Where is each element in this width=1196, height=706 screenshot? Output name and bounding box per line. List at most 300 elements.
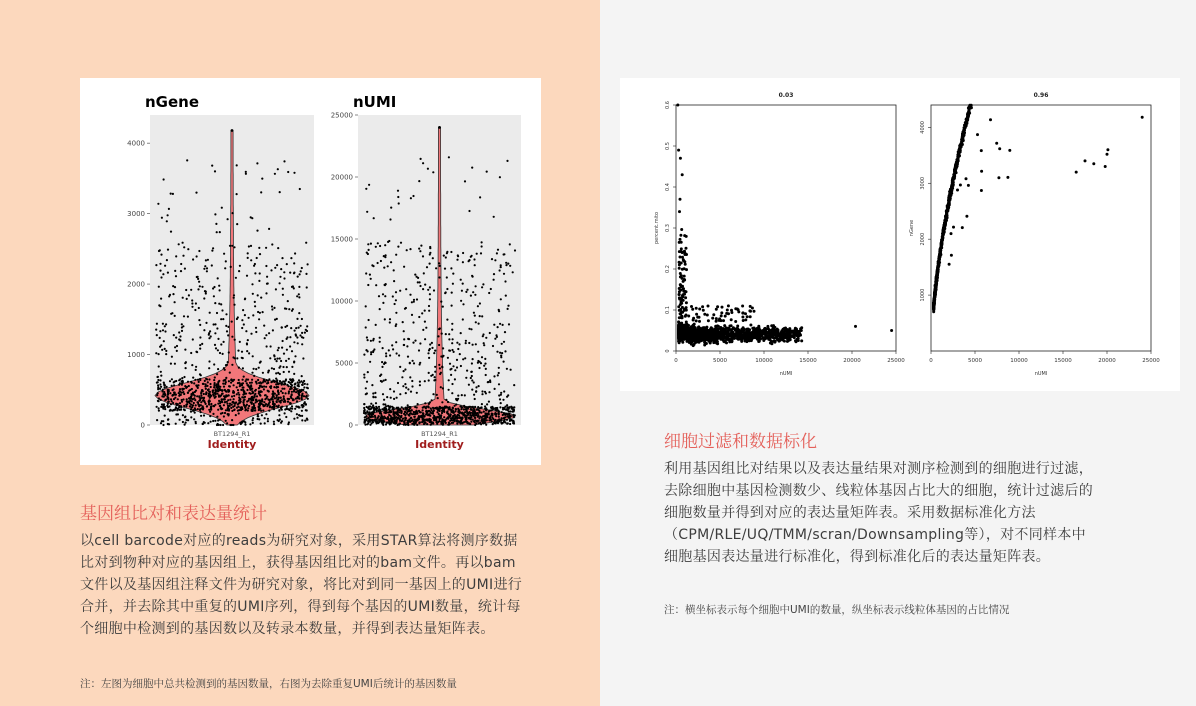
data-point	[298, 312, 300, 314]
data-point	[383, 407, 385, 409]
data-point	[307, 263, 309, 265]
data-point	[280, 397, 282, 399]
data-point	[453, 351, 455, 353]
data-point	[367, 350, 369, 352]
data-point	[297, 276, 299, 278]
data-point	[372, 419, 374, 421]
data-point	[306, 286, 308, 288]
data-point	[435, 421, 437, 423]
data-point	[451, 323, 453, 325]
data-point	[273, 423, 275, 425]
data-point	[677, 149, 680, 152]
data-point	[261, 401, 263, 403]
data-point	[441, 420, 443, 422]
data-point	[279, 191, 281, 193]
data-point	[307, 387, 309, 389]
data-point	[260, 410, 262, 412]
data-point	[434, 366, 436, 368]
data-point	[407, 388, 409, 390]
data-point	[481, 403, 483, 405]
data-point	[376, 410, 378, 412]
data-point	[291, 366, 293, 368]
data-point	[209, 312, 211, 314]
data-point	[157, 381, 159, 383]
data-point	[417, 403, 419, 405]
data-point	[509, 423, 511, 425]
data-point	[306, 418, 308, 420]
data-point	[157, 400, 159, 402]
data-point	[751, 307, 754, 310]
data-point	[225, 325, 227, 327]
data-point	[283, 160, 285, 162]
data-point	[291, 405, 293, 407]
data-point	[294, 330, 296, 332]
data-point	[181, 384, 183, 386]
data-point	[227, 218, 229, 220]
data-point	[202, 423, 204, 425]
data-point	[210, 405, 212, 407]
data-point	[219, 388, 221, 390]
data-point	[241, 383, 243, 385]
data-point	[485, 374, 487, 376]
data-point	[280, 360, 282, 362]
data-point	[401, 376, 403, 378]
data-point	[191, 364, 193, 366]
data-point	[276, 318, 278, 320]
data-point	[288, 421, 290, 423]
data-point	[223, 253, 225, 255]
data-point	[190, 289, 192, 291]
data-point	[370, 351, 372, 353]
violin-figure	[80, 78, 541, 465]
data-point	[445, 399, 447, 401]
data-point	[301, 375, 303, 377]
data-point	[786, 340, 789, 343]
data-point	[283, 395, 285, 397]
data-point	[285, 380, 287, 382]
data-point	[455, 403, 457, 405]
data-point	[221, 398, 223, 400]
data-point	[284, 307, 286, 309]
data-point	[233, 379, 235, 381]
data-point	[226, 403, 228, 405]
data-point	[460, 405, 462, 407]
data-point	[205, 392, 207, 394]
data-point	[482, 335, 484, 337]
data-point	[301, 343, 303, 345]
data-point	[473, 394, 475, 396]
violin-plots	[80, 78, 541, 465]
data-point	[273, 392, 275, 394]
data-point	[268, 404, 270, 406]
data-point	[500, 392, 502, 394]
data-point	[365, 387, 367, 389]
data-point	[225, 420, 227, 422]
data-point	[269, 401, 271, 403]
data-point	[450, 374, 452, 376]
data-point	[368, 408, 370, 410]
data-point	[179, 388, 181, 390]
data-point	[439, 373, 441, 375]
data-point	[780, 331, 783, 334]
data-point	[413, 299, 415, 301]
data-point	[271, 308, 273, 310]
data-point	[233, 384, 235, 386]
data-point	[213, 323, 215, 325]
data-point	[413, 421, 415, 423]
data-point	[466, 406, 468, 408]
data-point	[416, 424, 418, 426]
data-point	[449, 413, 451, 415]
data-point	[297, 406, 299, 408]
data-point	[195, 366, 197, 368]
data-point	[270, 345, 272, 347]
data-point	[245, 173, 247, 175]
data-point	[279, 357, 281, 359]
data-point	[190, 408, 192, 410]
data-point	[216, 383, 218, 385]
data-point	[444, 292, 446, 294]
data-point	[368, 184, 370, 186]
data-point	[505, 262, 507, 264]
data-point	[748, 328, 751, 331]
data-point	[478, 367, 480, 369]
data-point	[283, 371, 285, 373]
data-point	[441, 366, 443, 368]
data-point	[465, 291, 467, 293]
data-point	[179, 419, 181, 421]
data-point	[218, 386, 220, 388]
data-point	[452, 416, 454, 418]
data-point	[213, 384, 215, 386]
data-point	[445, 422, 447, 424]
data-point	[422, 255, 424, 257]
data-point	[257, 294, 259, 296]
data-point	[481, 356, 483, 358]
data-point	[224, 267, 226, 269]
data-point	[299, 273, 301, 275]
data-point	[466, 370, 468, 372]
data-point	[479, 411, 481, 413]
data-point	[456, 420, 458, 422]
data-point	[684, 252, 687, 255]
data-point	[465, 377, 467, 379]
data-point	[181, 380, 183, 382]
data-point	[507, 413, 509, 415]
data-point	[156, 323, 158, 325]
data-point	[200, 401, 202, 403]
data-point	[301, 415, 303, 417]
data-point	[219, 419, 221, 421]
data-point	[479, 407, 481, 409]
data-point	[171, 356, 173, 358]
data-point	[289, 378, 291, 380]
data-point	[422, 419, 424, 421]
data-point	[305, 242, 307, 244]
data-point	[214, 420, 216, 422]
data-point	[217, 409, 219, 411]
data-point	[236, 193, 238, 195]
scatter-figure	[620, 78, 1180, 391]
data-point	[430, 419, 432, 421]
data-point	[159, 346, 161, 348]
data-point	[298, 379, 300, 381]
data-point	[259, 403, 261, 405]
x-axis-label: nUMI	[1034, 371, 1048, 377]
data-point	[301, 267, 303, 269]
data-point	[172, 389, 174, 391]
data-point	[385, 352, 387, 354]
y-tick-label: 2000	[920, 232, 926, 246]
data-point	[238, 367, 240, 369]
data-point	[288, 308, 290, 310]
data-point	[711, 317, 714, 320]
data-point	[222, 318, 224, 320]
data-point	[159, 263, 161, 265]
data-point	[678, 290, 681, 293]
data-point	[251, 401, 253, 403]
data-point	[682, 280, 685, 283]
data-point	[165, 323, 167, 325]
data-point	[166, 396, 168, 398]
data-point	[481, 315, 483, 317]
data-point	[381, 366, 383, 368]
data-point	[448, 338, 450, 340]
data-point	[432, 411, 434, 413]
data-point	[173, 381, 175, 383]
data-point	[394, 417, 396, 419]
data-point	[749, 315, 752, 318]
data-point	[468, 328, 470, 330]
data-point	[178, 395, 180, 397]
data-point	[475, 343, 477, 345]
data-point	[177, 403, 179, 405]
data-point	[305, 403, 307, 405]
data-point	[716, 305, 719, 308]
data-point	[471, 375, 473, 377]
data-point	[265, 265, 267, 267]
data-point	[405, 409, 407, 411]
data-point	[436, 407, 438, 409]
data-point	[179, 335, 181, 337]
data-point	[231, 321, 233, 323]
data-point	[272, 329, 274, 331]
data-point	[440, 355, 442, 357]
data-point	[273, 355, 275, 357]
data-point	[410, 412, 412, 414]
data-point	[449, 368, 451, 370]
data-point	[382, 293, 384, 295]
data-point	[192, 377, 194, 379]
data-point	[181, 330, 183, 332]
data-point	[424, 422, 426, 424]
x-tick-label: 20000	[1098, 358, 1116, 364]
data-point	[369, 361, 371, 363]
data-point	[298, 414, 300, 416]
data-point	[236, 164, 238, 166]
data-point	[417, 417, 419, 419]
data-point	[498, 367, 500, 369]
data-point	[513, 406, 515, 408]
data-point	[788, 333, 791, 336]
data-point	[475, 321, 477, 323]
data-point	[210, 335, 212, 337]
y-tick-label: 1000	[127, 351, 145, 360]
data-point	[155, 264, 157, 266]
data-point	[398, 354, 400, 356]
data-point	[380, 417, 382, 419]
data-point	[683, 338, 686, 341]
chart-title: 0.96	[1033, 92, 1049, 99]
data-point	[375, 246, 377, 248]
data-point	[246, 343, 248, 345]
data-point	[706, 314, 709, 317]
data-point	[246, 275, 248, 277]
data-point	[399, 366, 401, 368]
data-point	[695, 319, 698, 322]
data-point	[685, 314, 688, 317]
data-point	[471, 362, 473, 364]
data-point	[211, 250, 213, 252]
data-point	[457, 398, 459, 400]
data-point	[366, 381, 368, 383]
data-point	[156, 419, 158, 421]
data-point	[194, 309, 196, 311]
data-point	[255, 327, 257, 329]
data-point	[253, 405, 255, 407]
data-point	[175, 380, 177, 382]
data-point	[242, 367, 244, 369]
data-point	[375, 420, 377, 422]
data-point	[160, 254, 162, 256]
data-point	[509, 414, 511, 416]
data-point	[377, 262, 379, 264]
data-point	[284, 412, 286, 414]
data-point	[231, 419, 233, 421]
data-point	[190, 411, 192, 413]
data-point	[467, 412, 469, 414]
data-point	[172, 293, 174, 295]
data-point	[501, 417, 503, 419]
data-point	[403, 370, 405, 372]
data-point	[240, 407, 242, 409]
data-point	[737, 308, 740, 311]
data-point	[228, 385, 230, 387]
data-point	[457, 255, 459, 257]
data-point	[719, 327, 722, 330]
data-point	[162, 408, 164, 410]
data-point	[184, 349, 186, 351]
data-point	[429, 247, 431, 249]
data-point	[445, 333, 447, 335]
data-point	[388, 419, 390, 421]
data-point	[242, 357, 244, 359]
data-point	[174, 270, 176, 272]
data-point	[193, 397, 195, 399]
y-tick-label: 0.3	[665, 224, 671, 232]
data-point	[294, 383, 296, 385]
left-section-title: 基因组比对和表达量统计	[80, 504, 267, 524]
data-point	[438, 328, 440, 330]
data-point	[491, 413, 493, 415]
data-point	[199, 348, 201, 350]
data-point	[228, 380, 230, 382]
data-point	[174, 315, 176, 317]
data-point	[762, 332, 765, 335]
data-point	[465, 409, 467, 411]
data-point	[162, 393, 164, 395]
data-point	[470, 371, 472, 373]
data-point	[161, 395, 163, 397]
data-point	[198, 307, 200, 309]
data-point	[483, 422, 485, 424]
data-point	[397, 382, 399, 384]
data-point	[499, 323, 501, 325]
data-point	[174, 286, 176, 288]
data-point	[473, 381, 475, 383]
data-point	[195, 404, 197, 406]
data-point	[248, 352, 250, 354]
data-point	[258, 367, 260, 369]
data-point	[193, 402, 195, 404]
data-point	[214, 323, 216, 325]
data-point	[304, 332, 306, 334]
data-point	[390, 411, 392, 413]
data-point	[204, 290, 206, 292]
data-point	[156, 376, 158, 378]
data-point	[890, 329, 893, 332]
data-point	[244, 396, 246, 398]
data-point	[365, 188, 367, 190]
data-point	[429, 286, 431, 288]
data-point	[181, 323, 183, 325]
data-point	[418, 410, 420, 412]
data-point	[193, 418, 195, 420]
data-point	[695, 313, 698, 316]
data-point	[394, 303, 396, 305]
data-point	[254, 301, 256, 303]
data-point	[383, 380, 385, 382]
data-point	[412, 195, 414, 197]
data-point	[155, 352, 157, 354]
data-point	[297, 384, 299, 386]
data-point	[365, 305, 367, 307]
data-point	[681, 173, 684, 176]
data-point	[426, 423, 428, 425]
data-point	[468, 210, 470, 212]
data-point	[447, 407, 449, 409]
data-point	[741, 316, 744, 319]
data-point	[288, 358, 290, 360]
data-point	[470, 295, 472, 297]
data-point	[251, 410, 253, 412]
data-point	[762, 339, 765, 342]
data-point	[167, 403, 169, 405]
data-point	[494, 412, 496, 414]
data-point	[503, 413, 505, 415]
data-point	[169, 294, 171, 296]
data-point	[468, 417, 470, 419]
data-point	[405, 392, 407, 394]
data-point	[291, 391, 293, 393]
data-point	[441, 418, 443, 420]
data-point	[252, 293, 254, 295]
data-point	[437, 335, 439, 337]
data-point	[288, 381, 290, 383]
data-point	[270, 399, 272, 401]
data-point	[677, 333, 680, 336]
data-point	[434, 417, 436, 419]
